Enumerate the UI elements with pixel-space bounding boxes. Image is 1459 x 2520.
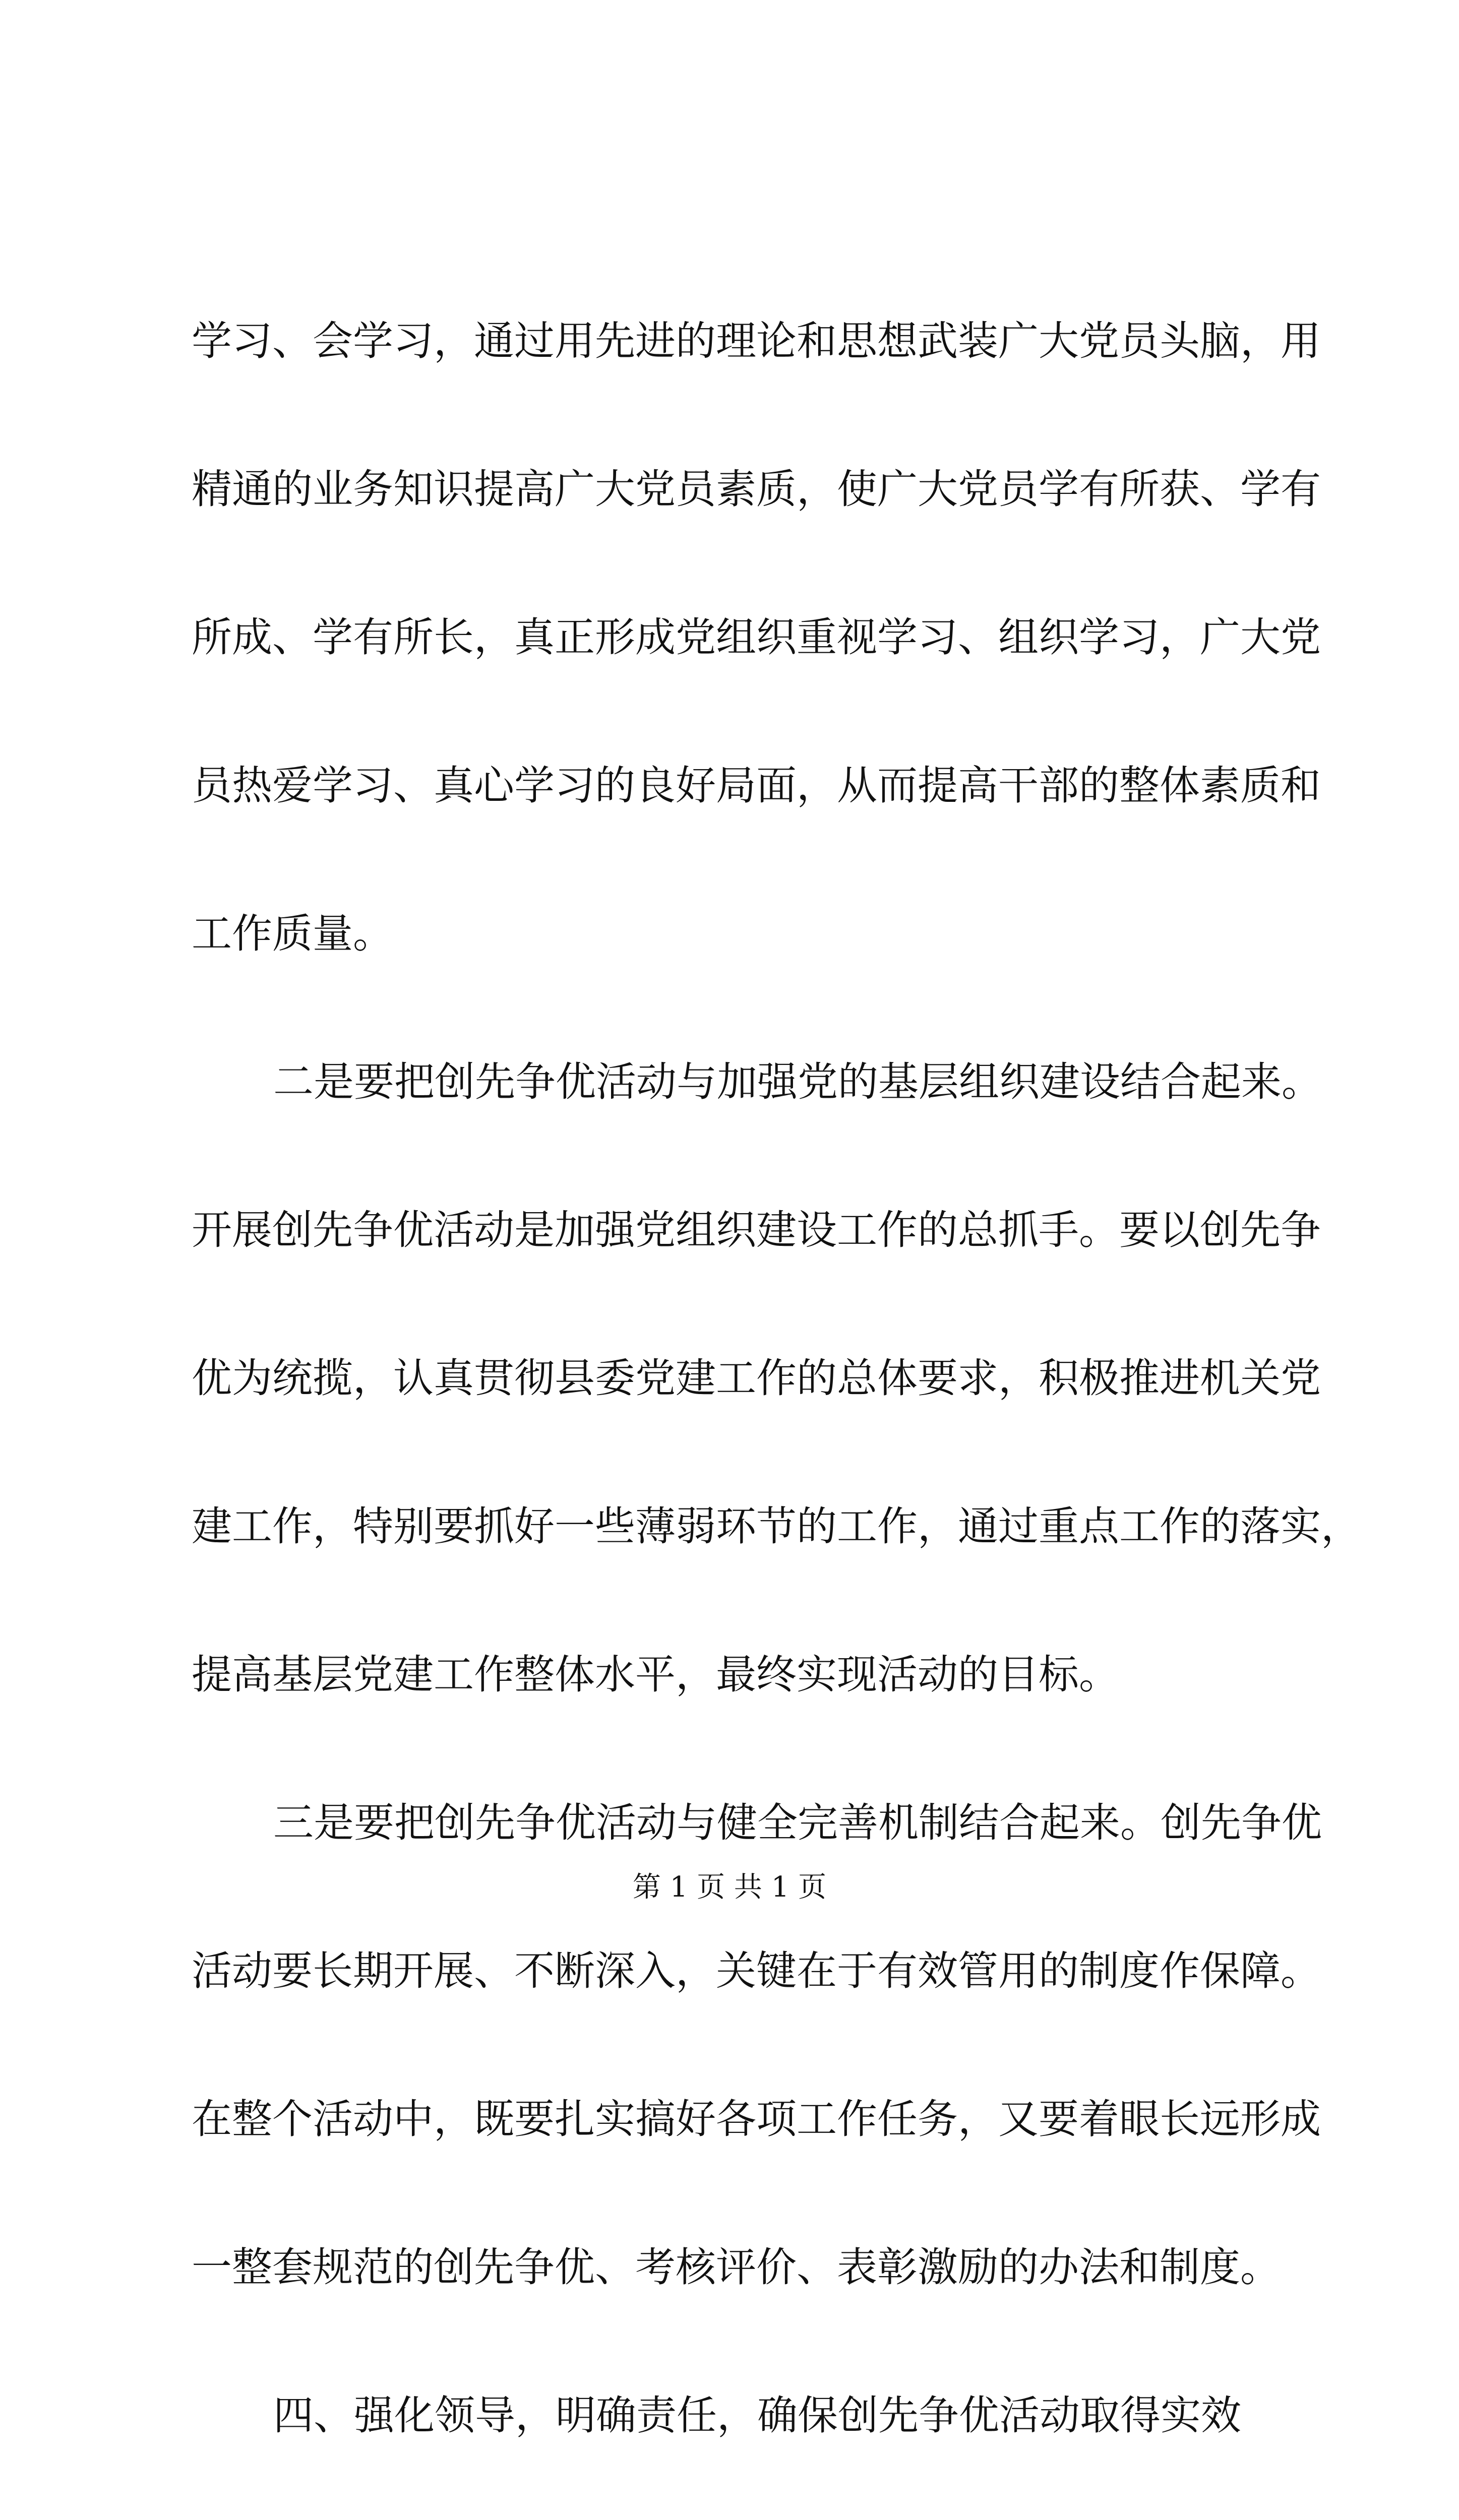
text-line: 学习、会学习，通过用先进的理论和思想武装广大党员头脑，用 (192, 318, 1321, 364)
section-heading: 四、强化领导，明确责任，确保创先争优活动取得实效 (273, 2392, 1241, 2439)
text-line: 精通的业务知识提高广大党员素质，使广大党员学有所获、学有 (192, 466, 1321, 513)
text-line: 活动要长期开展、不断深入，关键在于有效管用的制度作保障。 (192, 1947, 1321, 1994)
paragraph-first-line: 三是要把创先争优活动与健全完善机制结合起来。创先争优 (273, 1799, 1322, 1846)
text-line: 一整套规范的创先争优、考核评价、表彰激励的办法和制度。 (192, 2244, 1281, 2291)
text-line: 在整个活动中，既要扎实搞好各项工作任务，又要着眼长远形成 (192, 2096, 1321, 2143)
text-line: 建工作，特别要抓好一些薄弱环节的工作，通过重点工作的落实， (192, 1503, 1361, 1550)
text-line: 员热爱学习、真心学习的良好局面，从而提高干部的整体素质和 (192, 762, 1321, 809)
document-body (192, 267, 1361, 2520)
text-line: 提高基层党建工作整体水平，最终实现活动的目标。 (192, 1651, 1119, 1698)
text-line: 工作质量。 (192, 910, 393, 957)
text-line: 所成、学有所长，真正形成党组织重视学习、组织学习，广大党 (192, 614, 1321, 661)
paragraph-first-line: 二是要把创先争优活动与加强党的基层组织建设结合起来。 (273, 1058, 1322, 1105)
text-line: 优为统揽，认真贯彻县委党建工作的总体要求，积极推进机关党 (192, 1355, 1321, 1402)
paragraph-first-line (192, 2490, 1291, 2520)
text-line: 开展创先争优活动是加强党组织建设工作的总抓手。要以创先争 (192, 1207, 1321, 1253)
page-footer: 第 1 页 共 1 页 (632, 1871, 827, 1904)
